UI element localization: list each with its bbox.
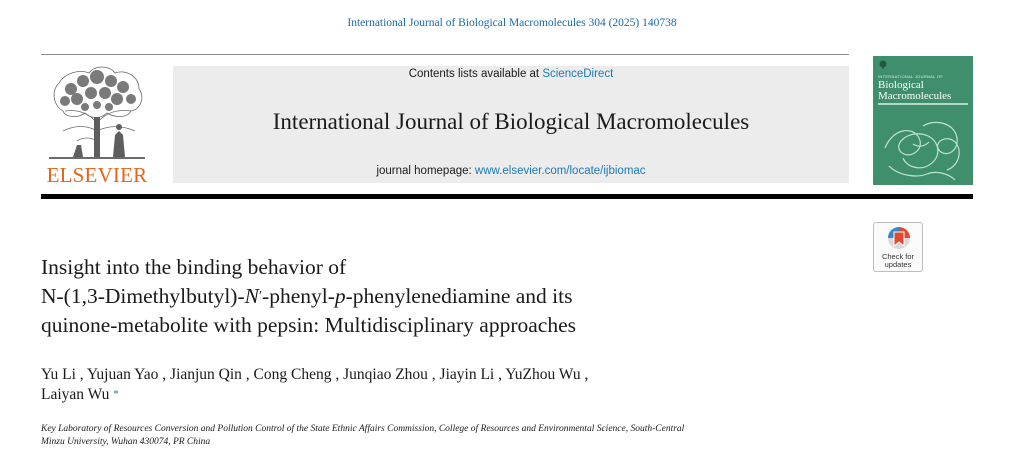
affiliation-line-2: Minzu University, Wuhan 430074, PR China — [41, 437, 211, 447]
header-thick-rule — [41, 194, 973, 199]
title-part-a: N-(1,3-Dimethylbutyl)- — [41, 284, 245, 308]
title-prime: ′ — [258, 289, 263, 304]
cover-tiny-text: INTERNATIONAL JOURNAL OF — [878, 74, 944, 79]
cover-title — [878, 80, 951, 102]
check-for-updates-badge[interactable] — [873, 222, 923, 272]
corresponding-author-mark[interactable]: * — [113, 388, 119, 400]
journal-citation[interactable]: International Journal of Biological Macromolecules 304 (2025) 140738 — [347, 17, 677, 29]
header-divider — [41, 54, 849, 55]
journal-cover-image[interactable] — [873, 56, 973, 185]
journal-banner — [173, 66, 849, 183]
authors-line-2 — [41, 385, 861, 405]
crossmark-line2: updates — [884, 260, 912, 269]
elsevier-logo[interactable] — [41, 61, 153, 185]
cover-title-line1: Biological — [878, 79, 924, 91]
sciencedirect-link[interactable]: ScienceDirect — [542, 68, 614, 80]
title-part-p: p — [334, 284, 346, 308]
contents-available-line — [173, 68, 849, 80]
title-part-d: -phenyl- — [262, 284, 335, 308]
crossmark-icon — [887, 226, 911, 252]
check-for-updates-label — [874, 253, 922, 269]
cover-subtitle-rule — [878, 103, 968, 105]
protein-ribbon-illustration — [873, 108, 973, 185]
publisher-name: ELSEVIER — [46, 163, 148, 187]
elsevier-mini-tree-icon — [877, 60, 889, 69]
affiliation-line-1: Key Laboratory of Resources Conversion and Pollution Control of the State Ethnic Affairs Commission, College of Resources and Environmental Science, South-Central — [41, 424, 685, 434]
tree-icon — [43, 61, 151, 161]
title-part-f: -phenylenediamine and its — [345, 284, 573, 308]
title-part-n: N — [244, 284, 259, 308]
author-list — [41, 365, 861, 405]
cover-title-line2: Macromolecules — [878, 90, 952, 102]
crossmark-line1: Check for — [881, 252, 915, 261]
author-affiliation — [41, 423, 861, 449]
contents-prefix: Contents lists available at — [408, 68, 543, 80]
author-laiyan-wu[interactable]: Laiyan Wu — [41, 386, 110, 403]
title-line-2 — [41, 282, 841, 311]
article-title — [41, 253, 841, 340]
journal-homepage-link[interactable]: www.elsevier.com/locate/ijbiomac — [474, 165, 646, 177]
homepage-prefix: journal homepage: — [376, 165, 475, 177]
journal-homepage-line — [173, 165, 849, 177]
title-line-3: quinone-metabolite with pepsin: Multidisciplinary approaches — [41, 313, 576, 337]
title-line-1: Insight into the binding behavior of — [41, 255, 347, 279]
authors-line-1[interactable]: Yu Li , Yujuan Yao , Jianjun Qin , Cong Cheng , Junqiao Zhou , Jiayin Li , YuZhou Wu , — [41, 366, 589, 383]
journal-name: International Journal of Biological Macromolecules — [272, 109, 750, 134]
